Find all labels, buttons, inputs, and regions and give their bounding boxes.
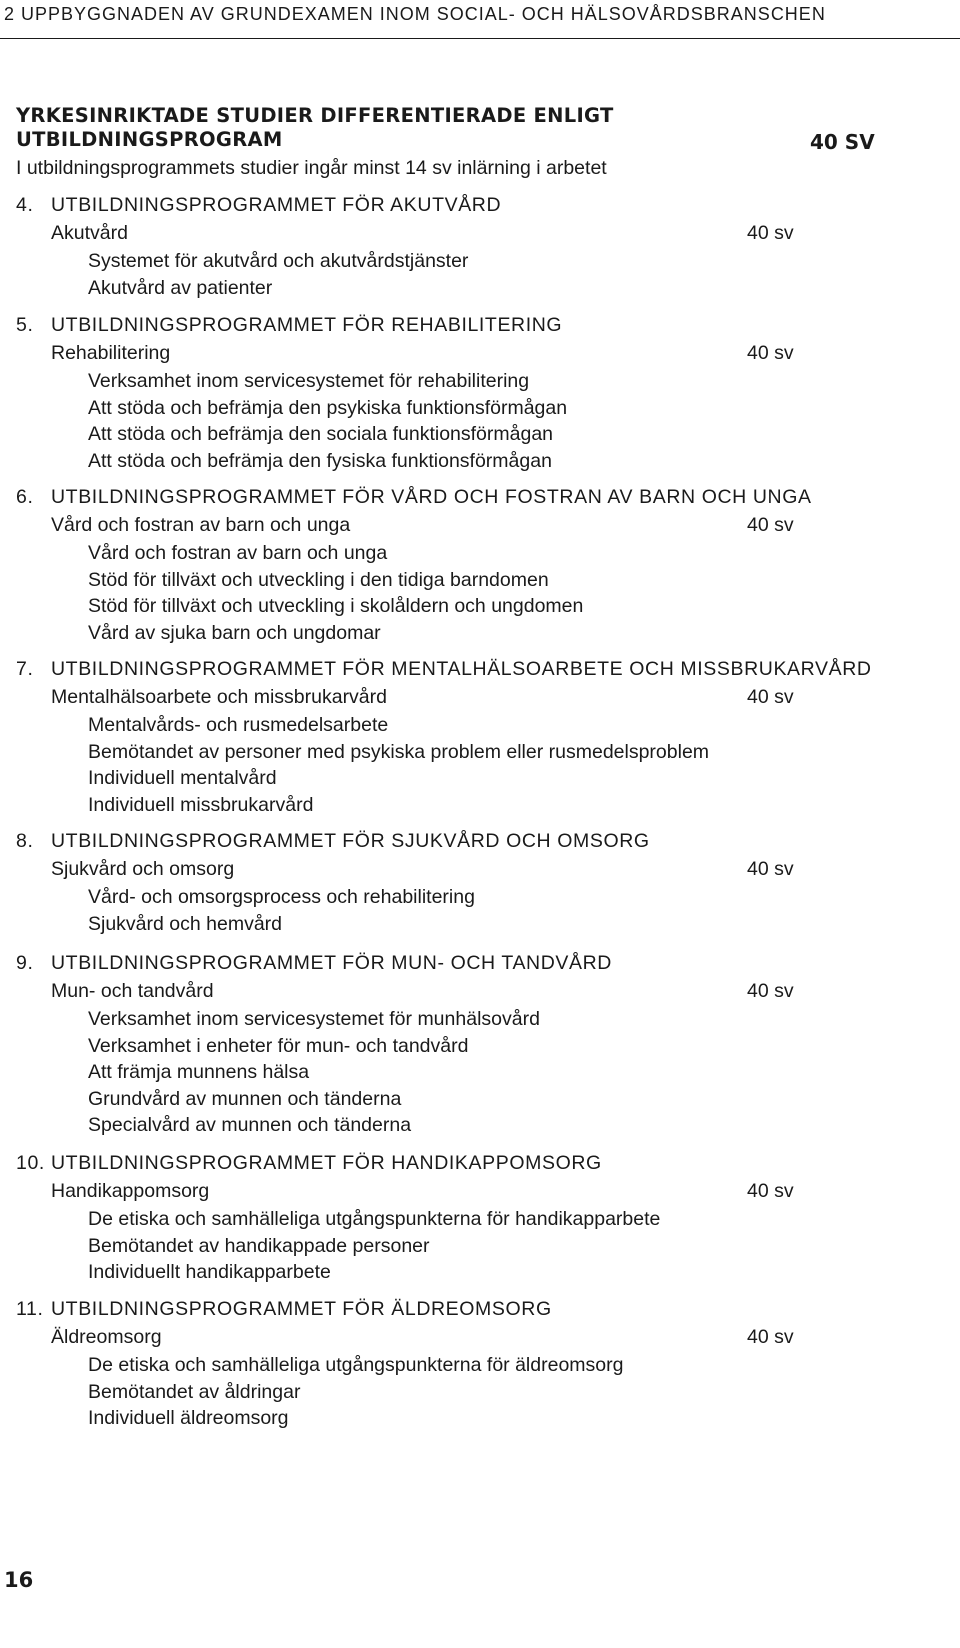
program-9 xyxy=(16,952,936,1141)
module-row xyxy=(16,342,936,370)
program-number: 11. xyxy=(16,1298,44,1320)
module-credits: 40 sv xyxy=(747,686,794,708)
program-heading xyxy=(16,952,936,980)
topic-item: Verksamhet inom servicesystemet för munhälsovård xyxy=(88,1008,540,1030)
topic-item: Bemötandet av handikappade personer xyxy=(88,1234,430,1257)
program-title: UTBILDNINGSPROGRAMMET FÖR MENTALHÄLSOARBETE OCH MISSBRUKARVÅRD xyxy=(51,658,872,680)
topic-item: Mentalvårds- och rusmedelsarbete xyxy=(88,714,389,736)
program-heading xyxy=(16,1152,936,1180)
program-number: 8. xyxy=(16,830,34,852)
topic-item: Att stöda och befrämja den psykiska funktionsförmågan xyxy=(88,396,568,419)
program-heading xyxy=(16,1298,936,1326)
topic-item: Att stöda och befrämja den sociala funktionsförmågan xyxy=(88,423,554,445)
program-title: UTBILDNINGSPROGRAMMET FÖR ÄLDREOMSORG xyxy=(51,1298,552,1320)
module-row xyxy=(16,858,936,886)
program-title: UTBILDNINGSPROGRAMMET FÖR REHABILITERING xyxy=(51,314,563,336)
section-title-line-2: UTBILDNINGSPROGRAM xyxy=(16,128,283,151)
program-number: 5. xyxy=(16,314,34,336)
module-credits: 40 sv xyxy=(747,1180,794,1202)
module-name: Mentalhälsoarbete och missbrukarvård xyxy=(51,686,387,708)
module-name: Mun- och tandvård xyxy=(51,980,214,1002)
program-7 xyxy=(16,658,936,820)
module-name: Vård och fostran av barn och unga xyxy=(51,514,351,536)
topic-item: De etiska och samhälleliga utgångspunkterna för äldreomsorg xyxy=(88,1354,624,1376)
program-6 xyxy=(16,486,936,648)
program-8 xyxy=(16,830,936,939)
module-credits: 40 sv xyxy=(747,514,794,536)
topic-item: Individuellt handikapparbete xyxy=(88,1261,331,1283)
program-heading xyxy=(16,194,936,222)
program-heading xyxy=(16,830,936,858)
topic-item: Sjukvård och hemvård xyxy=(88,912,283,935)
module-credits: 40 sv xyxy=(747,222,794,244)
topic-item: De etiska och samhälleliga utgångspunkterna för handikapparbete xyxy=(88,1208,661,1230)
topic-item: Specialvård av munnen och tänderna xyxy=(88,1114,412,1136)
module-credits: 40 sv xyxy=(747,858,794,880)
program-title: UTBILDNINGSPROGRAMMET FÖR VÅRD OCH FOSTRAN AV BARN OCH UNGA xyxy=(51,486,812,508)
module-row xyxy=(16,980,936,1008)
program-title: UTBILDNINGSPROGRAMMET FÖR AKUTVÅRD xyxy=(51,194,502,216)
program-title: UTBILDNINGSPROGRAMMET FÖR MUN- OCH TANDVÅRD xyxy=(51,952,612,974)
section-title-line-1: YRKESINRIKTADE STUDIER DIFFERENTIERADE ENLIGT xyxy=(16,104,614,127)
topic-item: Vård och fostran av barn och unga xyxy=(88,542,388,564)
program-title: UTBILDNINGSPROGRAMMET FÖR SJUKVÅRD OCH OMSORG xyxy=(51,830,650,852)
topic-item: Att stöda och befrämja den fysiska funktionsförmågan xyxy=(88,449,552,472)
topic-item: Bemötandet av personer med psykiska problem eller rusmedelsproblem xyxy=(88,740,710,763)
program-number: 10. xyxy=(16,1152,45,1174)
topic-item: Verksamhet i enheter för mun- och tandvård xyxy=(88,1034,469,1057)
section-note: I utbildningsprogrammets studier ingår minst 14 sv inlärning i arbetet xyxy=(16,157,607,179)
module-name: Handikappomsorg xyxy=(51,1180,210,1202)
topic-item: Stöd för tillväxt och utveckling i den tidiga barndomen xyxy=(88,568,549,591)
module-row xyxy=(16,1180,936,1208)
page-number: 16 xyxy=(4,1568,34,1592)
module-name: Akutvård xyxy=(51,222,128,244)
topic-item: Verksamhet inom servicesystemet för rehabilitering xyxy=(88,370,530,392)
program-number: 6. xyxy=(16,486,34,508)
topic-item: Bemötandet av åldringar xyxy=(88,1380,301,1403)
program-11 xyxy=(16,1298,936,1434)
topic-item: Systemet för akutvård och akutvårdstjänster xyxy=(88,250,469,272)
program-number: 7. xyxy=(16,658,34,680)
module-row xyxy=(16,514,936,542)
section-title xyxy=(16,104,614,152)
topic-item: Individuell äldreomsorg xyxy=(88,1407,289,1429)
topic-item: Grundvård av munnen och tänderna xyxy=(88,1087,402,1110)
program-title: UTBILDNINGSPROGRAMMET FÖR HANDIKAPPOMSORG xyxy=(51,1152,602,1174)
topic-item: Individuell missbrukarvård xyxy=(88,793,314,816)
section-credits: 40 SV xyxy=(810,130,875,154)
program-4 xyxy=(16,194,936,303)
topic-item: Vård- och omsorgsprocess och rehabilitering xyxy=(88,886,475,908)
topic-item: Individuell mentalvård xyxy=(88,767,277,789)
module-name: Sjukvård och omsorg xyxy=(51,858,235,880)
module-name: Rehabilitering xyxy=(51,342,171,364)
topic-item: Akutvård av patienter xyxy=(88,276,273,299)
module-credits: 40 sv xyxy=(747,1326,794,1348)
module-row xyxy=(16,686,936,714)
topic-item: Att främja munnens hälsa xyxy=(88,1061,310,1083)
topic-item: Vård av sjuka barn och ungdomar xyxy=(88,621,381,644)
program-heading xyxy=(16,486,936,514)
module-credits: 40 sv xyxy=(747,980,794,1002)
program-number: 4. xyxy=(16,194,34,216)
program-heading xyxy=(16,658,936,686)
program-10 xyxy=(16,1152,936,1288)
module-credits: 40 sv xyxy=(747,342,794,364)
program-5 xyxy=(16,314,936,476)
program-number: 9. xyxy=(16,952,34,974)
topic-item: Stöd för tillväxt och utveckling i skolåldern och ungdomen xyxy=(88,595,584,617)
module-row xyxy=(16,222,936,250)
running-head: 2 UPPBYGGNADEN AV GRUNDEXAMEN INOM SOCIAL- OCH HÄLSOVÅRDSBRANSCHEN xyxy=(4,4,826,24)
module-name: Äldreomsorg xyxy=(51,1326,162,1348)
module-row xyxy=(16,1326,936,1354)
program-heading xyxy=(16,314,936,342)
